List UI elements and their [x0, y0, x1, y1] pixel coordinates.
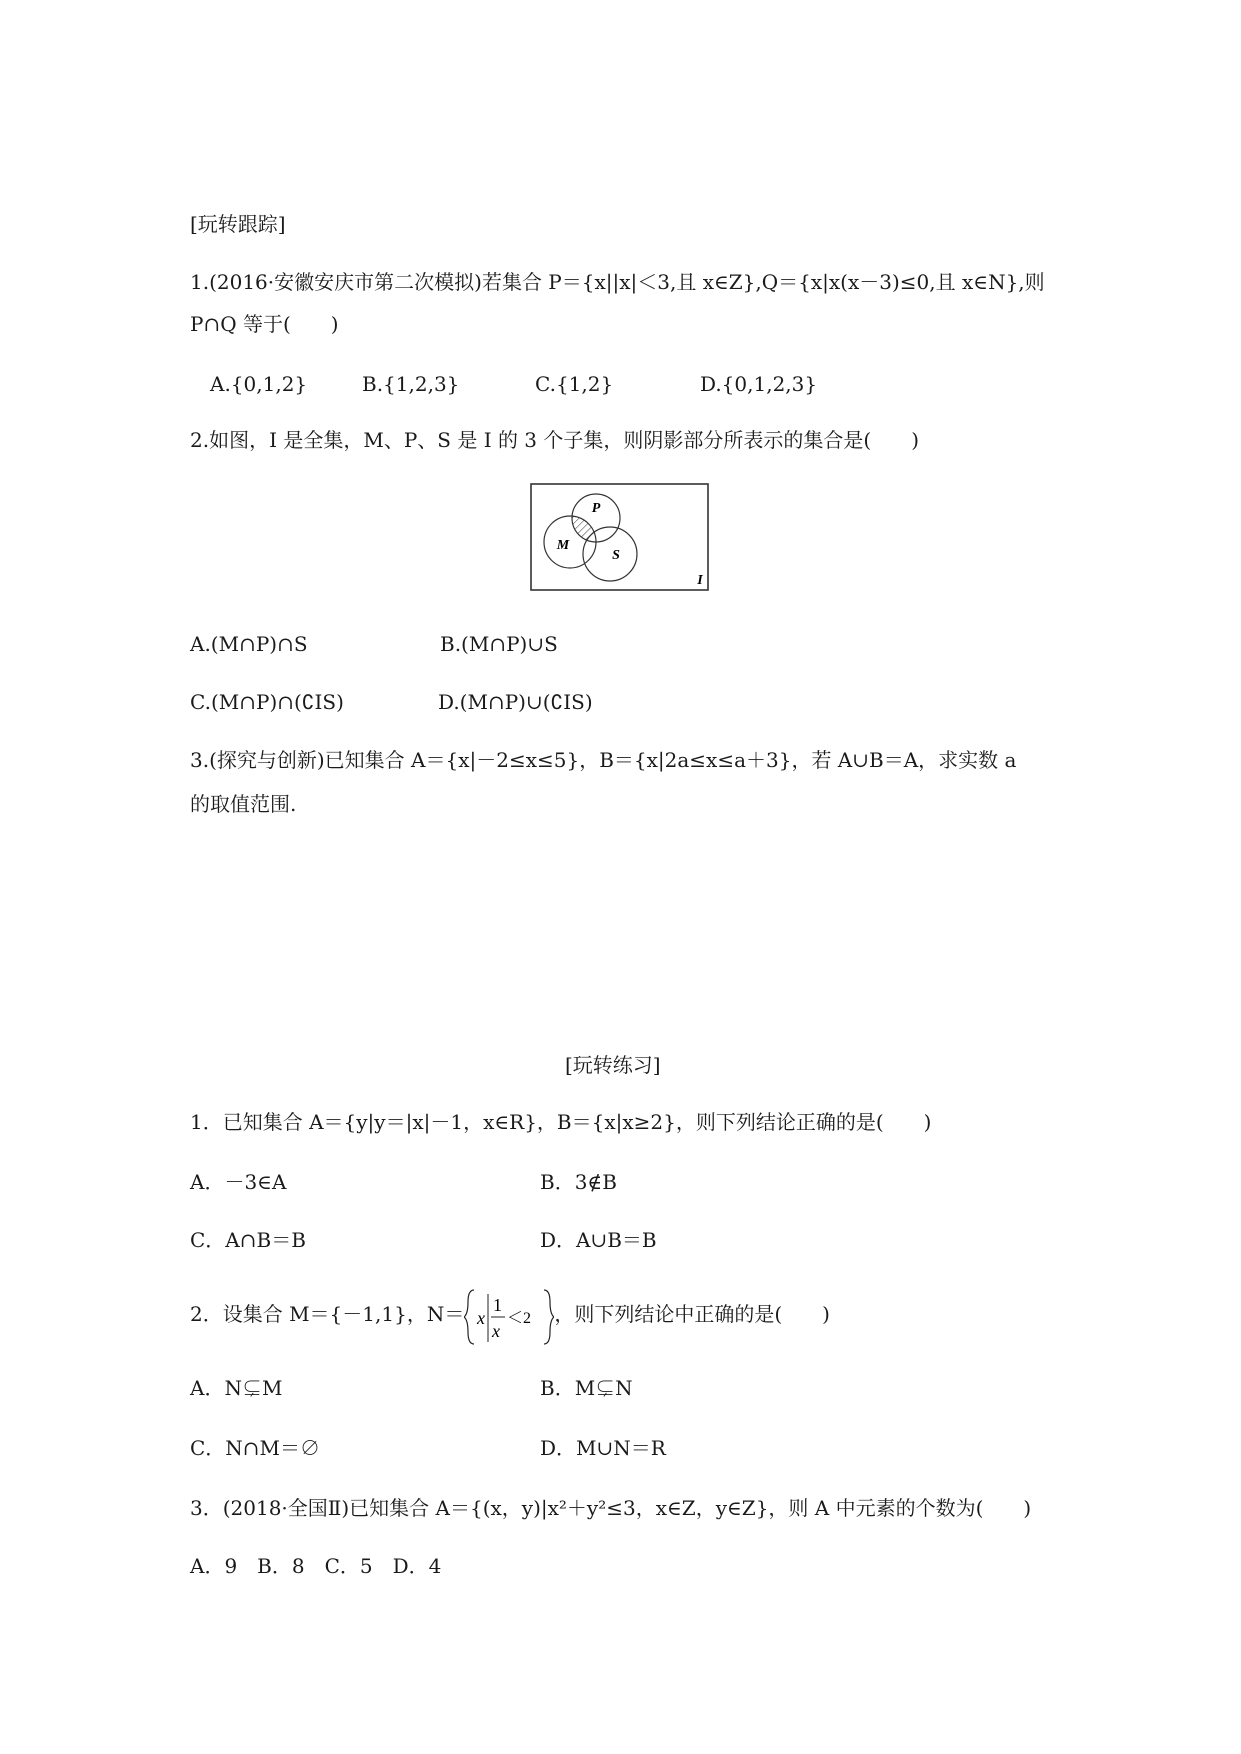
- p1-option-a: A．－3∈A: [190, 1170, 287, 1194]
- q1-option-b: B.{1,2,3}: [362, 372, 460, 396]
- section-heading-tracking: [玩转跟踪]: [190, 212, 286, 236]
- p1-option-d: D．A∪B＝B: [540, 1228, 657, 1252]
- p2-option-d: D．M∪N＝R: [540, 1436, 666, 1460]
- q2-option-c: C.(M∩P)∩(∁IS): [190, 690, 344, 714]
- p2-option-c: C．N∩M＝∅: [190, 1436, 321, 1460]
- shaded-region: [557, 482, 710, 592]
- p3-text: 3．(2018·全国Ⅱ)已知集合 A＝{(x，y)|x²＋y²≤3，x∈Z，y∈Z}，则 A 中元素的个数为( ): [190, 1496, 1032, 1520]
- section-heading-practice: [玩转练习]: [565, 1053, 661, 1077]
- q3-text-line2: 的取值范围.: [190, 792, 297, 816]
- label-s: S: [612, 548, 620, 563]
- p2-text: [190, 1295, 830, 1366]
- q2-option-d: D.(M∩P)∪(∁IS): [438, 690, 593, 714]
- venn-diagram: [530, 482, 710, 592]
- label-i: I: [697, 573, 703, 588]
- p2-option-b: B．M⊊N: [540, 1376, 633, 1400]
- inequality: ＜2: [507, 1310, 532, 1327]
- label-p: P: [591, 501, 601, 516]
- set-builder-notation: [464, 1284, 554, 1350]
- p1-text: 1．已知集合 A＝{y|y＝|x|－1，x∈R}，B＝{x|x≥2}，则下列结论正确的是( ): [190, 1110, 932, 1134]
- q1-option-d: D.{0,1,2,3}: [700, 372, 818, 396]
- venn-diagram-svg: [530, 482, 710, 592]
- q1-option-a: A.{0,1,2}: [210, 372, 308, 396]
- p1-option-c: C．A∩B＝B: [190, 1228, 306, 1252]
- fraction-numerator: 1: [493, 1295, 503, 1315]
- q1-text-line1: 1.(2016·安徽安庆市第二次模拟)若集合 P＝{x||x|＜3,且 x∈Z},Q＝{x|x(x－3)≤0,且 x∈N},则: [190, 270, 1045, 294]
- q2-option-a: A.(M∩P)∩S: [190, 632, 308, 656]
- p1-option-b: B．3∉B: [540, 1170, 617, 1194]
- p2-text-after: ，则下列结论中正确的是( ): [554, 1302, 830, 1326]
- q2-option-b: B.(M∩P)∪S: [440, 632, 558, 656]
- q3-text-line1: 3.(探究与创新)已知集合 A＝{x|－2≤x≤5}，B＝{x|2a≤x≤a＋3}，若 A∪B＝A，求实数 a: [190, 748, 1017, 772]
- q1-text-line2: P∩Q 等于( ): [190, 312, 339, 336]
- q1-option-c: C.{1,2}: [535, 372, 614, 396]
- p2-option-a: A．N⊊M: [190, 1376, 283, 1400]
- set-variable: x: [477, 1308, 486, 1328]
- p3-options: A．9 B．8 C．5 D．4: [190, 1554, 442, 1578]
- label-m: M: [556, 538, 570, 553]
- fraction-denominator: x: [492, 1321, 501, 1341]
- p2-text-before: 2．设集合 M＝{－1,1}，N＝: [190, 1302, 465, 1326]
- q2-text: 2.如图，I 是全集，M、P、S 是 I 的 3 个子集，则阴影部分所表示的集合是( ): [190, 428, 919, 452]
